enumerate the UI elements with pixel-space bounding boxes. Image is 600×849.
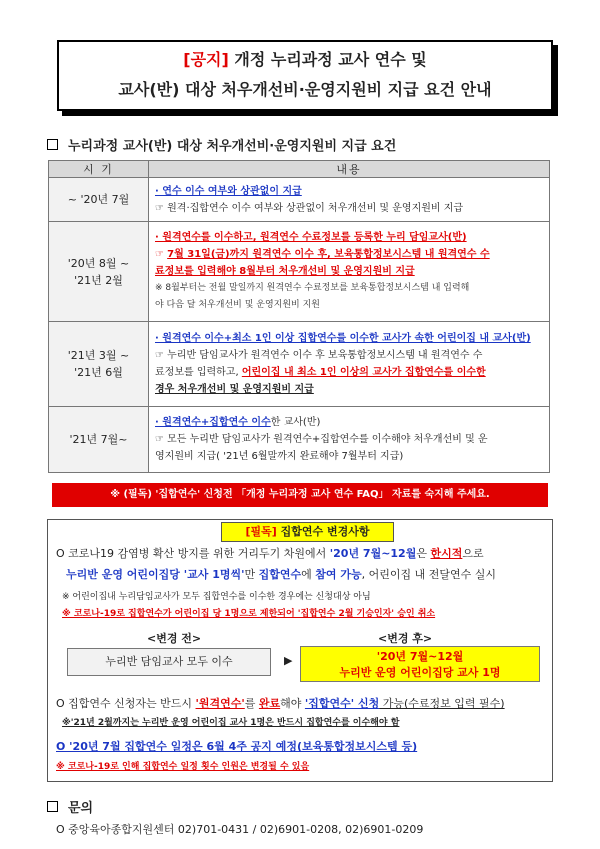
faq-notice-bar: ※ (필독) '집합연수' 신청전 「개정 누리과정 교사 연수 FAQ」 자료를 숙지해 주세요.	[52, 483, 548, 507]
period-text: '21년 3월 ~	[67, 349, 130, 362]
section-heading-requirements	[47, 135, 396, 154]
change-line-3: ※ 어린이집내 누리담임교사가 모두 집합연수를 이수한 경우에는 신청대상 아님	[62, 592, 371, 602]
after-text: '20년 7월~12월	[376, 650, 464, 663]
text: , 어린이집 내 전달연수 실시	[361, 568, 496, 581]
row-text: ☞ 누리반 담임교사가 원격연수 이수 후 보육통합정보시스템 내 원격연수 수	[155, 350, 483, 361]
table-row	[49, 322, 550, 407]
before-label: <변경 전>	[147, 632, 202, 645]
text: O '20년 7월 집합연수 일정은 6월 4주 공지 예정	[56, 740, 298, 753]
table-row	[49, 407, 550, 473]
row-text: 료정보를 입력해야 8월부터 처우개선비 및 운영지원비 지급	[155, 266, 415, 277]
table-row	[49, 178, 550, 222]
after-box	[300, 646, 540, 682]
text: 집합연수	[258, 568, 302, 581]
title-tag: [필독]	[245, 525, 277, 538]
change-notice-title	[221, 522, 394, 542]
text: '집합연수' 신청	[304, 697, 380, 710]
row-text: 료정보를 입력하고,	[155, 367, 242, 378]
text: 참여 가능	[315, 568, 362, 581]
text: (보육통합정보시스템 등)	[297, 740, 418, 753]
row-text: ☞	[155, 249, 168, 260]
text: 누리반 운영 어린이집당 '교사 1명씩'	[66, 568, 245, 581]
header-period: 시 기	[49, 161, 149, 178]
text: 해야	[280, 697, 305, 710]
table-row	[49, 222, 550, 322]
table-header-row	[49, 161, 550, 178]
text: 를	[244, 697, 259, 710]
period-cell: '21년 7월~	[49, 407, 149, 473]
row-text: 한 교사(반)	[270, 417, 321, 428]
row-text: 경우 처우개선비 및 운영지원비 지급	[155, 384, 314, 395]
content-cell	[149, 322, 550, 407]
period-cell: ~ '20년 7월	[49, 178, 149, 222]
change-line-6: ※'21년 2월까지는 누리반 운영 어린이집 교사 1명은 반드시 집합연수를 이수해야 함	[62, 718, 400, 728]
before-box: 누리반 담임교사 모두 이수	[67, 648, 271, 676]
notice-tag: [공지]	[183, 50, 229, 69]
change-line-1	[56, 545, 484, 563]
row-text: 영지원비 지급( '21년 6월말까지 완료해야 7월부터 지급)	[155, 451, 404, 462]
change-line-2	[66, 566, 496, 584]
checkbox-square-icon	[47, 139, 58, 150]
period-text: '21년 2월	[74, 273, 123, 287]
text: 에	[301, 568, 316, 581]
text: 완료	[258, 697, 281, 710]
text: O 집합연수 신청자는 반드시	[56, 697, 196, 710]
row-text: 야 다음 달 처우개선비 및 운영지원비 지원	[155, 300, 320, 310]
title-text: 집합연수 변경사항	[276, 525, 370, 538]
text: 으로	[462, 547, 484, 560]
period-cell	[49, 222, 149, 322]
after-label: <변경 후>	[378, 632, 433, 645]
row-text: 어린이집 내 최소 1인 이상의 교사가 집합연수를 이수한	[241, 367, 486, 378]
title-line-2: 교사(반) 대상 처우개선비·운영지원비 지급 요건 안내	[118, 80, 492, 99]
change-line-4: ※ 코로나-19로 집합연수가 어린이집 당 1명으로 제한되어 '집합연수 2월 기승인자' 승인 취소	[62, 609, 436, 619]
row-text: · 원격연수 이수+최소 1인 이상 집합연수를 이수한 교사가 속한 어린이집 내 교사(반)	[155, 333, 531, 344]
title-text-1: 개정 누리과정 교사 연수 및	[228, 50, 427, 69]
change-line-5	[56, 695, 505, 713]
text: 한시적	[430, 547, 463, 560]
change-line-7	[56, 738, 417, 756]
row-text: 7월 31일(금)까지 원격연수 이수 후, 보육통합정보시스템 내 원격연수 수	[167, 249, 490, 260]
row-text: ☞ 원격·집합연수 이수 여부와 상관없이 처우개선비 및 운영지원비 지급	[155, 202, 464, 214]
change-line-8: ※ 코로나-19로 인해 집합연수 일정 횟수 인원은 변경될 수 있음	[56, 762, 310, 772]
header-content: 내용	[149, 161, 550, 178]
title-line-1	[59, 45, 551, 75]
after-text: 누리반 운영 어린이집당 교사 1명	[339, 666, 501, 679]
row-text: · 연수 이수 여부와 상관없이 지급	[155, 185, 302, 197]
requirements-table	[48, 160, 550, 473]
text: '원격연수'	[195, 697, 245, 710]
contact-line: O 중앙육아종합지원센터 02)701-0431 / 02)6901-0208, 02)6901-0209	[56, 823, 424, 836]
content-cell	[149, 407, 550, 473]
period-cell	[49, 322, 149, 407]
content-cell	[149, 222, 550, 322]
section-heading-text: 문의	[68, 801, 94, 816]
checkbox-square-icon	[47, 801, 58, 812]
row-text: ※ 8월부터는 전월 말일까지 원격연수 수료정보를 보육통합정보시스템 내 입력해	[155, 283, 470, 293]
text: 은	[416, 547, 431, 560]
text: O 코로나19 감염병 확산 방지를 위한 거리두기 차원에서	[56, 547, 330, 560]
arrow-right-icon: ▶	[284, 654, 293, 667]
row-text: ☞ 모든 누리반 담임교사가 원격연수+집합연수를 이수해야 처우개선비 및 운	[155, 434, 488, 445]
title-box	[57, 40, 553, 111]
period-text: '20년 8월 ~	[67, 256, 130, 270]
period-text: '21년 6월	[74, 366, 123, 379]
section-heading-contact	[47, 797, 93, 816]
row-text: · 원격연수+집합연수 이수	[155, 417, 271, 428]
content-cell	[149, 178, 550, 222]
section-heading-text: 누리과정 교사(반) 대상 처우개선비·운영지원비 지급 요건	[68, 139, 397, 154]
text: 만	[244, 568, 259, 581]
text: 가능(수료정보 입력 필수)	[379, 697, 505, 710]
row-text: · 원격연수를 이수하고, 원격연수 수료정보를 등록한 누리 담임교사(반)	[155, 232, 467, 243]
text: '20년 7월~12월	[329, 547, 417, 560]
